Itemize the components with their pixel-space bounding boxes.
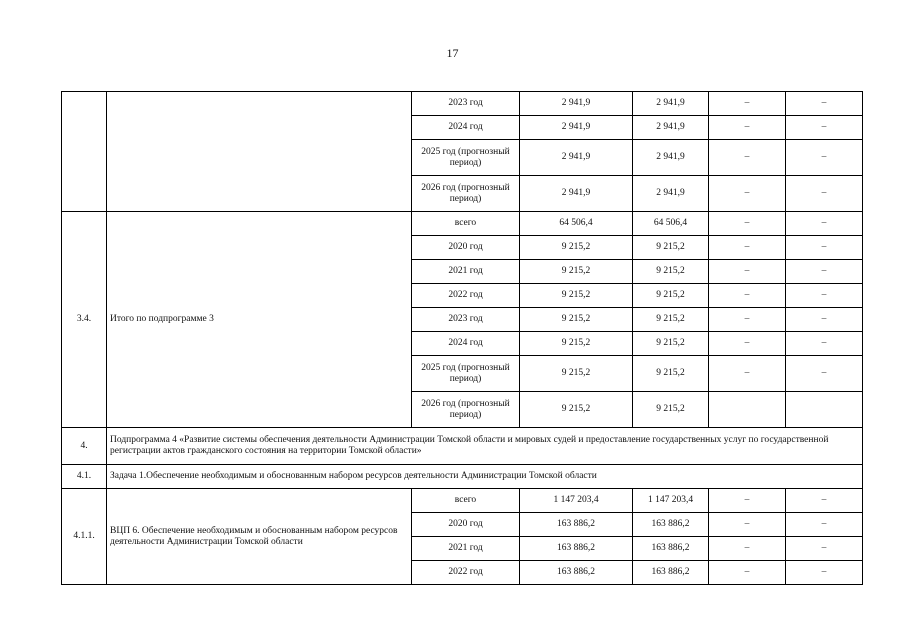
period-cell: 2026 год (прогнозный период) xyxy=(412,392,520,428)
total-cell: 9 215,2 xyxy=(520,332,633,356)
period-cell: 2024 год xyxy=(412,332,520,356)
federal-budget-cell: – xyxy=(709,260,786,284)
budget-table xyxy=(61,91,863,585)
period-cell: 2024 год xyxy=(412,116,520,140)
other-sources-cell: – xyxy=(786,176,863,212)
total-cell: 9 215,2 xyxy=(520,284,633,308)
row-number-cell: 4. xyxy=(62,428,107,465)
total-cell: 163 886,2 xyxy=(520,537,633,561)
regional-budget-cell: 64 506,4 xyxy=(633,212,709,236)
period-cell: 2020 год xyxy=(412,513,520,537)
other-sources-cell: – xyxy=(786,489,863,513)
regional-budget-cell: 163 886,2 xyxy=(633,513,709,537)
federal-budget-cell: – xyxy=(709,561,786,585)
period-cell: 2026 год (прогнозный период) xyxy=(412,176,520,212)
regional-budget-cell: 2 941,9 xyxy=(633,176,709,212)
period-cell: 2023 год xyxy=(412,308,520,332)
other-sources-cell: – xyxy=(786,513,863,537)
regional-budget-cell: 2 941,9 xyxy=(633,140,709,176)
period-cell: 2025 год (прогнозный период) xyxy=(412,356,520,392)
total-cell: 2 941,9 xyxy=(520,92,633,116)
total-cell: 2 941,9 xyxy=(520,140,633,176)
other-sources-cell: – xyxy=(786,356,863,392)
regional-budget-cell: 9 215,2 xyxy=(633,308,709,332)
total-cell: 9 215,2 xyxy=(520,392,633,428)
regional-budget-cell: 2 941,9 xyxy=(633,116,709,140)
table-row xyxy=(62,212,863,236)
federal-budget-cell: – xyxy=(709,489,786,513)
other-sources-cell: – xyxy=(786,92,863,116)
federal-budget-cell: – xyxy=(709,308,786,332)
total-cell: 9 215,2 xyxy=(520,308,633,332)
subprogram-title-cell: Подпрограмма 4 «Развитие системы обеспечения деятельности Администрации Томской области и мировых судей и предоставление государственных услуг по государственной регистрации актов гражданского состояния на территории Томской области» xyxy=(107,428,863,465)
row-name-cell xyxy=(107,92,412,212)
other-sources-cell: – xyxy=(786,260,863,284)
regional-budget-cell: 9 215,2 xyxy=(633,392,709,428)
period-cell: 2020 год xyxy=(412,236,520,260)
row-name-cell: ВЦП 6. Обеспечение необходимым и обоснованным набором ресурсов деятельности Администрации Томской области xyxy=(107,489,412,585)
federal-budget-cell: – xyxy=(709,92,786,116)
regional-budget-cell: 1 147 203,4 xyxy=(633,489,709,513)
other-sources-cell xyxy=(786,392,863,428)
other-sources-cell: – xyxy=(786,140,863,176)
period-cell: 2021 год xyxy=(412,537,520,561)
total-cell: 2 941,9 xyxy=(520,176,633,212)
table-row xyxy=(62,489,863,513)
other-sources-cell: – xyxy=(786,537,863,561)
other-sources-cell: – xyxy=(786,561,863,585)
row-name-cell: Итого по подпрограмме 3 xyxy=(107,212,412,428)
total-cell: 9 215,2 xyxy=(520,356,633,392)
total-cell: 163 886,2 xyxy=(520,513,633,537)
subprogram-row xyxy=(62,428,863,465)
row-number-cell: 3.4. xyxy=(62,212,107,428)
regional-budget-cell: 2 941,9 xyxy=(633,92,709,116)
other-sources-cell: – xyxy=(786,212,863,236)
regional-budget-cell: 163 886,2 xyxy=(633,537,709,561)
task-title-cell: Задача 1.Обеспечение необходимым и обоснованным набором ресурсов деятельности Администрации Томской области xyxy=(107,465,863,489)
period-cell: 2022 год xyxy=(412,284,520,308)
total-cell: 2 941,9 xyxy=(520,116,633,140)
federal-budget-cell: – xyxy=(709,212,786,236)
regional-budget-cell: 9 215,2 xyxy=(633,236,709,260)
other-sources-cell: – xyxy=(786,308,863,332)
row-number-cell: 4.1. xyxy=(62,465,107,489)
regional-budget-cell: 9 215,2 xyxy=(633,332,709,356)
total-cell: 1 147 203,4 xyxy=(520,489,633,513)
total-cell: 9 215,2 xyxy=(520,236,633,260)
page-number: 17 xyxy=(446,46,459,60)
federal-budget-cell: – xyxy=(709,116,786,140)
row-number-cell xyxy=(62,92,107,212)
other-sources-cell: – xyxy=(786,284,863,308)
federal-budget-cell: – xyxy=(709,140,786,176)
table-row xyxy=(62,92,863,116)
task-row xyxy=(62,465,863,489)
period-cell: всего xyxy=(412,212,520,236)
other-sources-cell: – xyxy=(786,236,863,260)
federal-budget-cell: – xyxy=(709,236,786,260)
federal-budget-cell: – xyxy=(709,284,786,308)
period-cell: 2021 год xyxy=(412,260,520,284)
total-cell: 9 215,2 xyxy=(520,260,633,284)
period-cell: всего xyxy=(412,489,520,513)
federal-budget-cell: – xyxy=(709,537,786,561)
other-sources-cell: – xyxy=(786,332,863,356)
other-sources-cell: – xyxy=(786,116,863,140)
total-cell: 64 506,4 xyxy=(520,212,633,236)
regional-budget-cell: 9 215,2 xyxy=(633,284,709,308)
period-cell: 2022 год xyxy=(412,561,520,585)
federal-budget-cell: – xyxy=(709,356,786,392)
federal-budget-cell xyxy=(709,392,786,428)
regional-budget-cell: 163 886,2 xyxy=(633,561,709,585)
regional-budget-cell: 9 215,2 xyxy=(633,356,709,392)
total-cell: 163 886,2 xyxy=(520,561,633,585)
row-number-cell: 4.1.1. xyxy=(62,489,107,585)
regional-budget-cell: 9 215,2 xyxy=(633,260,709,284)
period-cell: 2025 год (прогнозный период) xyxy=(412,140,520,176)
federal-budget-cell: – xyxy=(709,176,786,212)
period-cell: 2023 год xyxy=(412,92,520,116)
federal-budget-cell: – xyxy=(709,332,786,356)
federal-budget-cell: – xyxy=(709,513,786,537)
